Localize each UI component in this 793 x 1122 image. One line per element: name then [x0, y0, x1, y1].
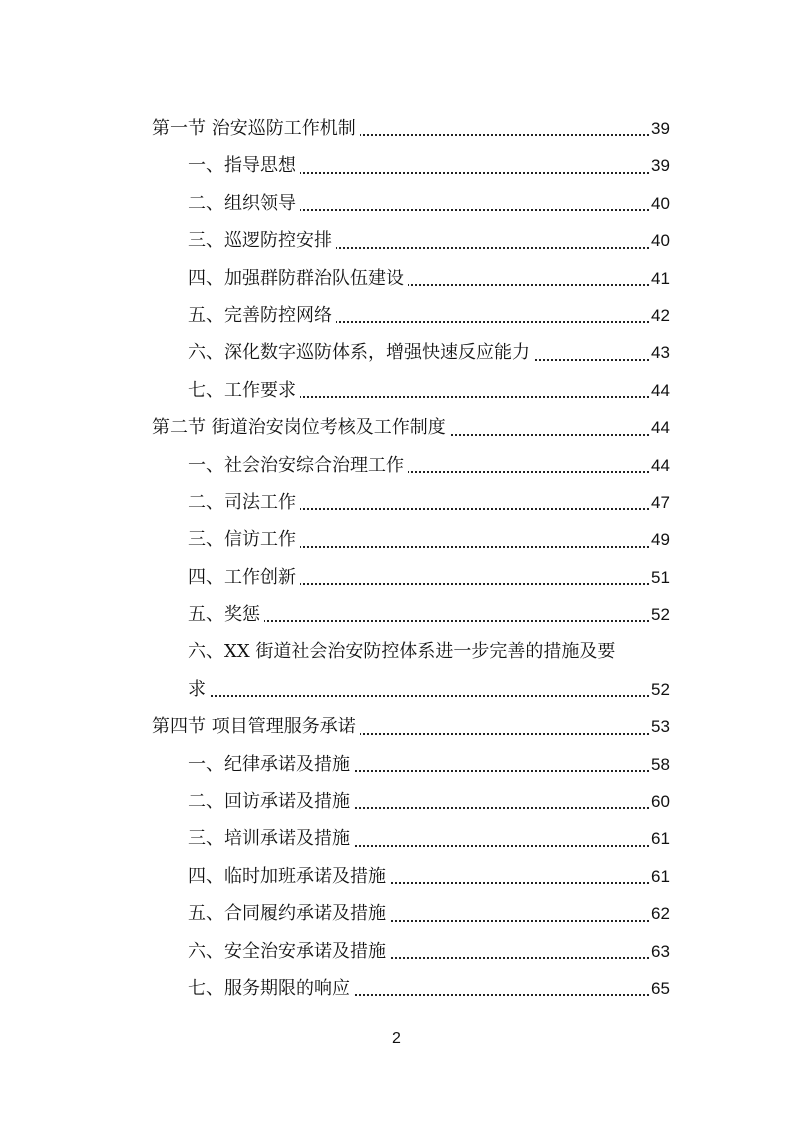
page-number: 2 [392, 1030, 401, 1047]
toc-page-number: 53 [651, 708, 681, 745]
toc-entry-label: 三、信访工作 [188, 521, 300, 558]
toc-entry-label: 七、服务期限的响应 [188, 970, 354, 1007]
toc-item-entry[interactable] [0, 521, 793, 558]
toc-dot-leader [196, 596, 673, 633]
toc-entry-label: 求 [188, 671, 210, 708]
toc-page-number: 65 [651, 970, 681, 1007]
toc-page-number: 63 [651, 933, 681, 970]
toc-item-entry[interactable] [0, 970, 793, 1007]
toc-page-number: 61 [651, 820, 681, 857]
toc-entry-label: 二、司法工作 [188, 484, 300, 521]
toc-entry-label: 二、回访承诺及措施 [188, 783, 354, 820]
toc-item-entry[interactable] [0, 222, 793, 259]
toc-page-number: 44 [651, 409, 681, 446]
toc-page-number: 62 [651, 895, 681, 932]
toc-item-entry[interactable] [0, 820, 793, 857]
toc-entry-label: 一、社会治安综合治理工作 [188, 447, 408, 484]
table-of-contents [0, 110, 793, 1007]
toc-page-number: 52 [651, 671, 681, 708]
toc-item-entry[interactable] [0, 334, 793, 371]
toc-item-entry[interactable] [0, 147, 793, 184]
toc-entry-label: 五、合同履约承诺及措施 [188, 895, 390, 932]
toc-item-entry[interactable] [0, 746, 793, 783]
toc-page-number: 44 [651, 372, 681, 409]
toc-page-number: 40 [651, 222, 681, 259]
toc-item-entry[interactable] [0, 559, 793, 596]
toc-entry-label: 四、临时加班承诺及措施 [188, 858, 390, 895]
toc-item-entry[interactable] [0, 671, 793, 708]
toc-item-entry[interactable] [0, 484, 793, 521]
toc-entry-label: 三、巡逻防控安排 [188, 222, 336, 259]
toc-item-entry[interactable] [0, 783, 793, 820]
toc-page-number: 52 [651, 596, 681, 633]
toc-page-number: 40 [651, 185, 681, 222]
toc-page-number: 61 [651, 858, 681, 895]
toc-entry-label: 第四节 项目管理服务承诺 [152, 708, 360, 745]
toc-item-entry[interactable] [0, 596, 793, 633]
toc-item-entry[interactable] [0, 260, 793, 297]
toc-page-number: 44 [651, 447, 681, 484]
toc-page-number: 60 [651, 783, 681, 820]
toc-section-entry[interactable] [0, 409, 793, 446]
toc-item-entry[interactable] [0, 447, 793, 484]
toc-entry-label: 四、工作创新 [188, 559, 300, 596]
toc-section-entry[interactable] [0, 708, 793, 745]
toc-page-number: 58 [651, 746, 681, 783]
toc-page-number: 49 [651, 521, 681, 558]
toc-page-number: 47 [651, 484, 681, 521]
toc-section-entry[interactable] [0, 110, 793, 147]
toc-page-number: 39 [651, 110, 681, 147]
toc-entry-label: 六、安全治安承诺及措施 [188, 933, 390, 970]
toc-page-number: 43 [651, 334, 681, 371]
toc-entry-label: 一、纪律承诺及措施 [188, 746, 354, 783]
toc-entry-label: 二、组织领导 [188, 185, 300, 222]
toc-entry-label: 第二节 街道治安岗位考核及工作制度 [152, 409, 450, 446]
toc-entry-label: 五、奖惩 [188, 596, 264, 633]
toc-item-entry[interactable] [0, 633, 793, 670]
toc-entry-label: 第一节 治安巡防工作机制 [152, 110, 360, 147]
toc-entry-label: 一、指导思想 [188, 147, 300, 184]
toc-item-entry[interactable] [0, 895, 793, 932]
toc-entry-label: 四、加强群防群治队伍建设 [188, 260, 408, 297]
toc-dot-leader [196, 671, 673, 708]
toc-entry-label: 五、完善防控网络 [188, 297, 336, 334]
toc-entry-label: 三、培训承诺及措施 [188, 820, 354, 857]
toc-item-entry[interactable] [0, 858, 793, 895]
toc-item-entry[interactable] [0, 297, 793, 334]
toc-entry-label: 六、XX 街道社会治安防控体系进一步完善的措施及要 [188, 633, 619, 670]
toc-entry-label: 七、工作要求 [188, 372, 300, 409]
toc-page-number: 41 [651, 260, 681, 297]
toc-item-entry[interactable] [0, 185, 793, 222]
toc-page-number: 51 [651, 559, 681, 596]
toc-item-entry[interactable] [0, 372, 793, 409]
toc-page-number: 42 [651, 297, 681, 334]
toc-item-entry[interactable] [0, 933, 793, 970]
toc-entry-label: 六、深化数字巡防体系，增强快速反应能力 [188, 334, 534, 371]
toc-page-number: 39 [651, 147, 681, 184]
